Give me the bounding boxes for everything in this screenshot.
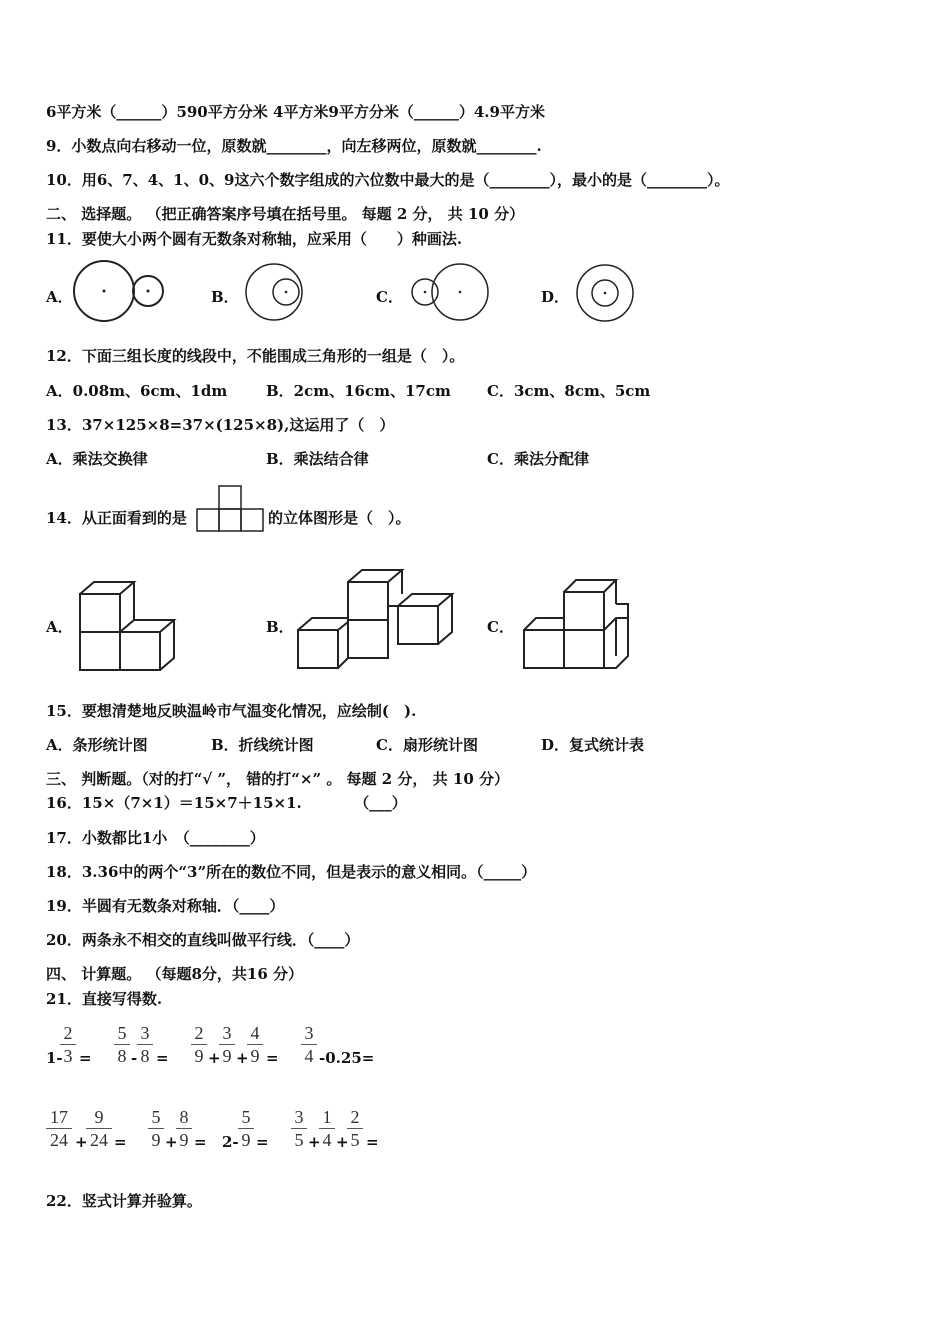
q9-line: 9．小数点向右移动一位，原数就________，向左移两位，原数就________. <box>46 137 542 155</box>
q15-option-d: D．复式统计表 <box>541 736 645 754</box>
q15-line: 15．要想清楚地反映温岭市气温变化情况，应绘制( ). <box>46 702 417 720</box>
section-3-heading: 三、 判断题。（对的打“√ ”， 错的打“×” 。 每题 2 分， 共 10 分） <box>46 770 509 788</box>
q11-option-c: C． <box>376 288 403 306</box>
q22-line: 22．竖式计算并验算。 <box>46 1192 202 1210</box>
q12-option-b: B．2cm、16cm、17cm <box>266 382 451 400</box>
calc-operator: - <box>131 1049 138 1067</box>
circles-figure-c <box>405 256 495 328</box>
circles-figure-d <box>572 258 638 328</box>
q17-line: 17．小数都比1小 （________） <box>46 829 265 847</box>
fraction: $\frac{5}{8}$ <box>114 1022 130 1067</box>
q13-option-b: B．乘法结合律 <box>266 450 369 468</box>
q13-option-c: C．乘法分配律 <box>487 450 589 468</box>
q12-line: 12．下面三组长度的线段中，不能围成三角形的一组是（ ）。 <box>46 347 465 365</box>
calc-equals: = <box>79 1049 92 1067</box>
fraction: $\frac{3}{4}$ <box>301 1022 317 1067</box>
calc-equals: = <box>266 1049 279 1067</box>
q11-option-d: D． <box>541 288 570 306</box>
q21-line: 21．直接写得数. <box>46 990 163 1008</box>
calc-operator: + <box>336 1133 349 1151</box>
section-4-heading: 四、 计算题。 （每题8分，共16 分） <box>46 965 303 983</box>
q15-option-c: C．扇形统计图 <box>376 736 478 754</box>
fraction: $\frac{5}{9}$ <box>238 1106 254 1151</box>
q19-line: 19．半圆有无数条对称轴．（____） <box>46 897 285 915</box>
fraction: $\frac{17}{24}$ <box>46 1106 72 1151</box>
cube-figure-c <box>518 574 638 674</box>
front-view-figure <box>196 484 266 534</box>
calc-operator: + <box>236 1049 249 1067</box>
calc-equals: = <box>156 1049 169 1067</box>
fraction: $\frac{3}{9}$ <box>219 1022 235 1067</box>
q15-option-b: B．折线统计图 <box>211 736 314 754</box>
cube-figure-a <box>72 574 182 674</box>
fraction: $\frac{2}{3}$ <box>60 1022 76 1067</box>
fraction: $\frac{4}{9}$ <box>247 1022 263 1067</box>
fraction: $\frac{1}{4}$ <box>319 1106 335 1151</box>
q14-line-end: 的立体图形是（ ）。 <box>268 509 411 527</box>
calc-prefix: 1- <box>46 1049 63 1067</box>
q14-option-b: B． <box>266 618 294 636</box>
q10-line: 10．用6、7、4、1、0、9这六个数字组成的六位数中最大的是（________），最小的是（________）。 <box>46 171 730 189</box>
fraction: $\frac{3}{5}$ <box>291 1106 307 1151</box>
calc-equals: = <box>114 1133 127 1151</box>
q18-line: 18．3.36中的两个“3”所在的数位不同，但是表示的意义相同。（_____） <box>46 863 537 881</box>
cube-figure-b <box>292 562 462 674</box>
q12-option-c: C．3cm、8cm、5cm <box>487 382 651 400</box>
calc-operator: + <box>165 1133 178 1151</box>
q11-line: 11．要使大小两个圆有无数条对称轴，应采用（ ）种画法. <box>46 230 463 248</box>
fraction: $\frac{5}{9}$ <box>148 1106 164 1151</box>
fraction: $\frac{3}{8}$ <box>137 1022 153 1067</box>
calc-operator: + <box>75 1133 88 1151</box>
q15-option-a: A．条形统计图 <box>46 736 148 754</box>
q12-option-a: A．0.08m、6cm、1dm <box>46 382 228 400</box>
section-2-heading: 二、 选择题。 （把正确答案序号填在括号里。 每题 2 分， 共 10 分） <box>46 205 525 223</box>
fraction: $\frac{9}{24}$ <box>86 1106 112 1151</box>
calc-suffix: -0.25= <box>319 1049 375 1067</box>
q13-line: 13．37×125×8=37×(125×8),这运用了（ ） <box>46 416 395 434</box>
circles-figure-a <box>70 256 170 328</box>
circles-figure-b <box>240 256 310 328</box>
q8-line: 6平方米（______）590平方分米 4平方米9平方分米（______）4.9平方米 <box>46 103 545 121</box>
calc-operator: + <box>208 1049 221 1067</box>
q14-option-a: A． <box>46 618 73 636</box>
calc-equals: = <box>256 1133 269 1151</box>
q14-line-start: 14．从正面看到的是 <box>46 509 187 527</box>
fraction: $\frac{2}{5}$ <box>347 1106 363 1151</box>
q13-option-a: A．乘法交换律 <box>46 450 148 468</box>
q16-line: 16．15×（7×1）＝15×7＋15×1. （___） <box>46 794 407 812</box>
q14-option-c: C． <box>487 618 514 636</box>
fraction: $\frac{8}{9}$ <box>176 1106 192 1151</box>
calc-operator: + <box>308 1133 321 1151</box>
calc-prefix: 2- <box>222 1133 239 1151</box>
q11-option-a: A． <box>46 288 73 306</box>
fraction: $\frac{2}{9}$ <box>191 1022 207 1067</box>
q20-line: 20．两条永不相交的直线叫做平行线．（____） <box>46 931 360 949</box>
calc-equals: = <box>366 1133 379 1151</box>
calc-equals: = <box>194 1133 207 1151</box>
q11-option-b: B． <box>211 288 239 306</box>
